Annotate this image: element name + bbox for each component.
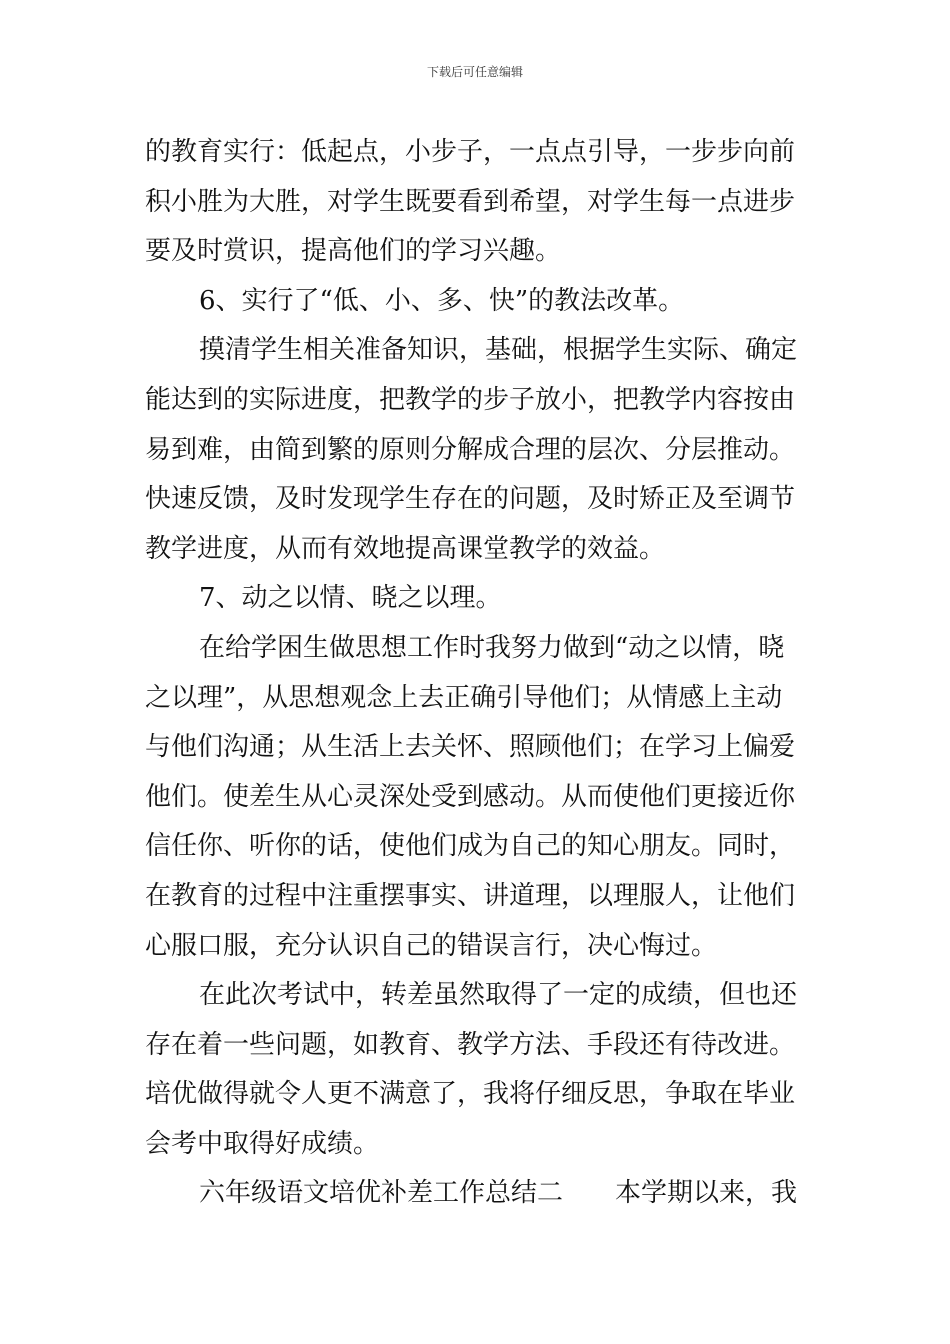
section-heading-7: 7、动之以情、晓之以理。: [199, 583, 502, 614]
text-line: 会考中取得好成绩。: [145, 1128, 380, 1159]
text-line: 心服口服，充分认识自己的错误言行，决心悔过。: [145, 930, 718, 961]
section-heading-6: 6、实行了“低、小、多、快”的教法改革。: [199, 285, 685, 316]
text-line: 要及时赏识，提高他们的学习兴趣。: [145, 236, 562, 267]
text-line: 积小胜为大胜，对学生既要看到希望，对学生每一点进步: [145, 186, 796, 217]
page-header: 下载后可任意编辑: [426, 65, 523, 79]
section-title: 六年级语文培优补差工作总结二: [199, 1178, 564, 1209]
text-line: 在此次考试中，转差虽然取得了一定的成绩，但也还: [199, 980, 798, 1011]
text-line: 之以理”，从思想观念上去正确引导他们；从情感上主动: [145, 682, 783, 713]
text-line: 信任你、听你的话，使他们成为自己的知心朋友。同时，: [145, 831, 796, 862]
text-fragment: 本学期以来，我: [615, 1178, 798, 1209]
text-line: 他们。使差生从心灵深处受到感动。从而使他们更接近你: [145, 781, 796, 812]
text-line: 教学进度，从而有效地提高课堂教学的效益。: [145, 533, 666, 564]
text-line: 与他们沟通；从生活上去关怀、照顾他们；在学习上偏爱: [145, 732, 796, 763]
text-line: 在教育的过程中注重摆事实、讲道理，以理服人，让他们: [145, 880, 796, 911]
text-line: 易到难，由简到繁的原则分解成合理的层次、分层推动。: [145, 434, 796, 465]
text-line: 摸清学生相关准备知识，基础，根据学生实际、确定: [199, 335, 798, 366]
text-line: 的教育实行：低起点，小步子，一点点引导，一步步向前: [145, 137, 796, 167]
document-body: [145, 128, 810, 1219]
text-line: 存在着一些问题，如教育、教学方法、手段还有待改进。: [145, 1029, 796, 1060]
text-line: 在给学困生做思想工作时我努力做到“动之以情，晓: [199, 632, 785, 663]
final-line: [145, 1169, 810, 1219]
text-line: 培优做得就令人更不满意了，我将仔细反思，争取在毕业: [145, 1079, 796, 1110]
text-line: 能达到的实际进度，把教学的步子放小，把教学内容按由: [145, 384, 796, 415]
text-line: 快速反馈，及时发现学生存在的问题，及时矫正及至调节: [145, 484, 796, 515]
